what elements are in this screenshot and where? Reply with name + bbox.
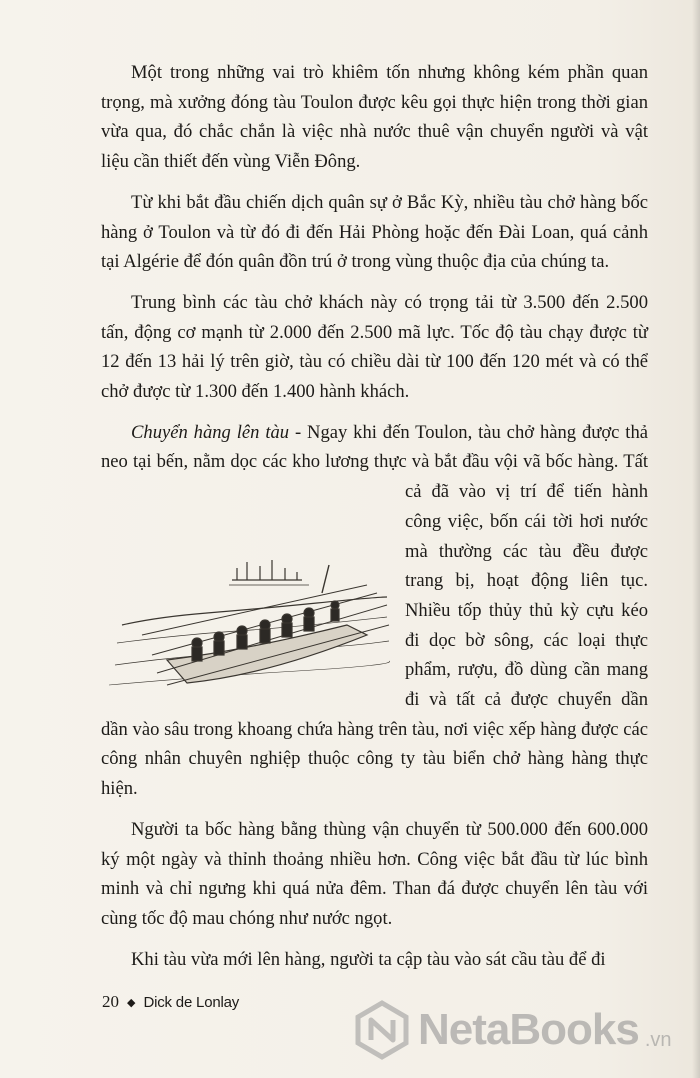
body-text (101, 58, 648, 985)
paragraph: Khi tàu vừa mới lên hàng, người ta cập tàu vào sát cầu tàu để đi (131, 948, 606, 970)
page-number: 20 (102, 992, 119, 1011)
watermark-brand: NetaBooks (418, 1005, 639, 1054)
running-author: Dick de Lonlay (143, 993, 240, 1011)
paragraph: Người ta bốc hàng bằng thùng vận chuyển từ 500.000 đến 600.000 ký một ngày và thỉnh thoảng nhiều hơn. Công việc bắt đầu từ lúc bình minh và chỉ ngưng khi quá nửa đêm. Than đá được chuyển lên tàu với cùng tốc độ mau chóng như nước ngọt. (101, 818, 648, 929)
paragraph-loading (101, 418, 648, 804)
paragraph-text-part2: hàng. Tất cả đã vào vị trí để tiến hành công việc, bốn cái tời hơi nước mà thường các tàu đều được trang bị, hoạt động liên tục. Nhiều tốp thủy thủ kỳ cựu kéo đi dọc bờ sông, các loại thực phẩm, rượu, đồ dùng cần mang đi và tất cả được chuyển dần dần vào sâu trong khoang chứa hàng trên tàu, nơi việc xếp hàng được các công nhân chuyên nghiệp thuộc công ty tàu biển chở hàng hàng thực hiện. (101, 451, 648, 800)
watermark (352, 1000, 672, 1060)
section-lead: Chuyển hàng lên tàu (131, 421, 290, 443)
separator-diamond: ◆ (127, 996, 136, 1009)
watermark-tld: .vn (644, 1029, 672, 1051)
paragraph: Từ khi bắt đầu chiến dịch quân sự ở Bắc Kỳ, nhiều tàu chở hàng bốc hàng ở Toulon và từ đó đi đến Hải Phòng hoặc đến Đài Loan, quá cảnh tại Algérie để đón quân đồn trú ở trong vùng thuộc địa của chúng ta. (101, 191, 648, 273)
paragraph: Trung bình các tàu chở khách này có trọng tải từ 3.500 đến 2.500 tấn, động cơ mạnh từ 2.000 đến 2.500 mã lực. Tốc độ tàu chạy được từ 12 đến 13 hải lý trên giờ, tàu có chiều dài từ 100 đến 120 mét và có thể chở được từ 1.300 đến 1.400 hành khách. (101, 291, 648, 403)
netabooks-logo-icon (352, 1000, 412, 1060)
paragraph: Một trong những vai trò khiêm tốn nhưng không kém phần quan trọng, mà xưởng đóng tàu Toulon được kêu gọi thực hiện trong thời gian vừa qua, đó chắc chắn là việc nhà nước thuê vận chuyển người và vật liệu cần thiết đến vùng Viễn Đông. (101, 62, 648, 173)
paragraph-text-part1: - Ngay khi đến Toulon, tàu chở hàng được thả neo tại bến, nằm dọc các kho lương thực và bắt đầu vội vã bốc (101, 421, 649, 473)
page-edge-shadow (692, 0, 700, 1078)
rowing-boat-illustration (97, 485, 397, 705)
page-footer (102, 992, 239, 1012)
